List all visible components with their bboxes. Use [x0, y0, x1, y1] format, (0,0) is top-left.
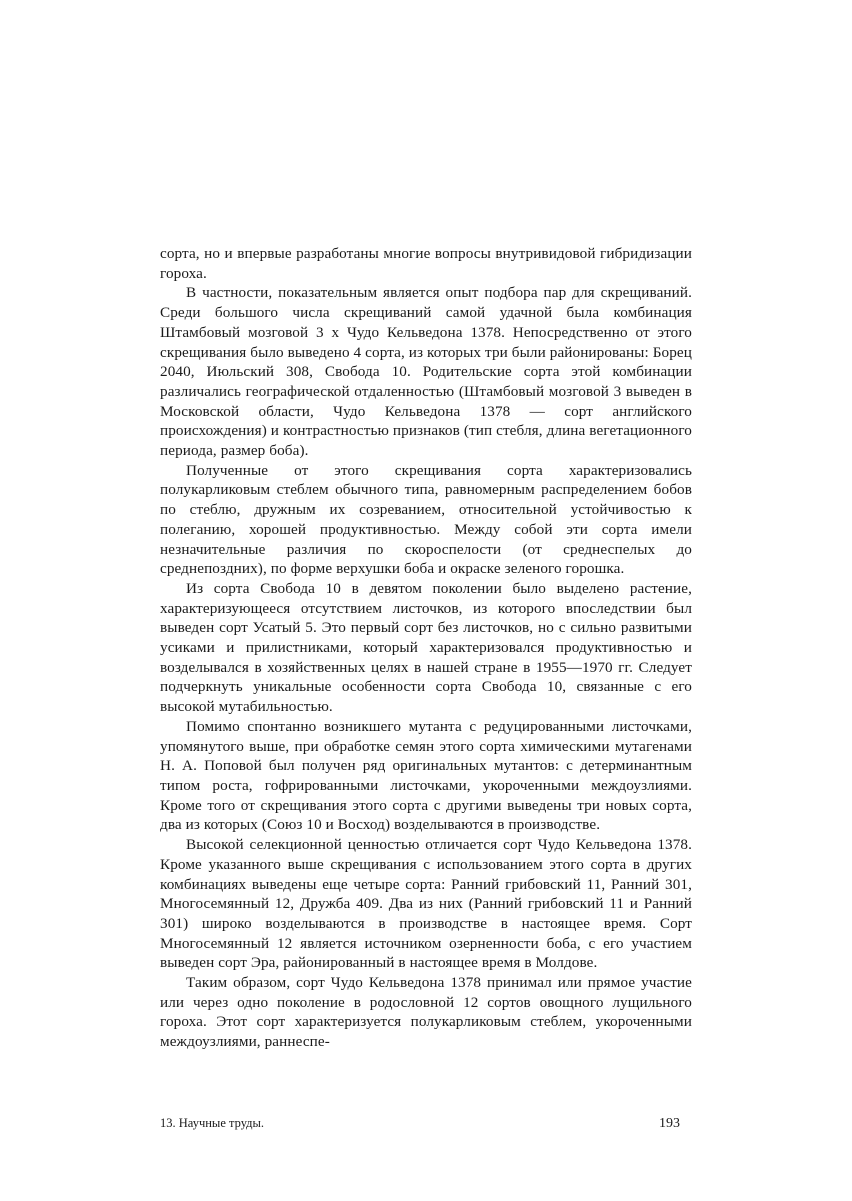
- paragraph-2: В частности, показательным является опыт подбора пар для скрещиваний. Среди большого числа скрещиваний самой удачной была комбинация Штамбовый мозговой 3 х Чудо Кельведона 1378. Непосредственно от этого скрещивания было выведено 4 сорта, из которых три были районированы: Борец 2040, Июльский 308, Свобода 10. Родительские сорта этой комбинации различались географической отдаленностью (Штамбовый мозговой 3 выведен в Московской области, Чудо Кельведона 1378 — сорт английского происхождения) и контрастностью признаков (тип стебля, длина вегетационного периода, размер боба).: [160, 284, 692, 460]
- paragraph-7: Таким образом, сорт Чудо Кельведона 1378 принимал или прямое участие или через одно поколение в родословной 12 сортов овощного лущильного гороха. Этот сорт характеризуется полукарликовым стеблем, укороченными междоузлиями, раннеспе-: [160, 974, 692, 1051]
- paragraph-4: Из сорта Свобода 10 в девятом поколении было выделено растение, характеризующееся отсутствием листочков, из которого впоследствии был выведен сорт Усатый 5. Это первый сорт без листочков, но с сильно развитыми усиками и прилистниками, который характеризовался продуктивностью и возделывался в хозяйственных целях в нашей стране в 1955—1970 гг. Следует подчеркнуть уникальные особенности сорта Свобода 10, связанные с его высокой мутабильностью.: [160, 579, 692, 716]
- paragraph-1: сорта, но и впервые разработаны многие вопросы внутривидовой гибридизации гороха.: [160, 245, 692, 282]
- paragraph-6: Высокой селекционной ценностью отличается сорт Чудо Кельведона 1378. Кроме указанного выше скрещивания с использованием этого сорта в других комбинациях выведены еще четыре сорта: Ранний грибовский 11, Ранний 301, Многосемянный 12, Дружба 409. Два из них (Ранний грибовский 11 и Ранний 301) широко возделываются в производстве в настоящее время. Сорт Многосемянный 12 является источником озерненности боба, с его участием выведен сорт Эра, районированный в настоящее время в Молдове.: [160, 836, 692, 972]
- paragraph-5: Помимо спонтанно возникшего мутанта с редуцированными листочками, упомянутого выше, при обработке семян этого сорта химическими мутагенами Н. А. Поповой был получен ряд оригинальных мутантов: с детерминантным типом роста, гофрированными листочками, укороченными междоузлиями. Кроме того от скрещивания этого сорта с другими выведены три новых сорта, два из которых (Союз 10 и Восход) возделываются в производстве.: [160, 717, 692, 834]
- paragraph-3: Полученные от этого скрещивания сорта характеризовались полукарликовым стеблем обычного типа, равномерным распределением бобов по стеблю, дружным их созреванием, относительной устойчивостью к полеганию, хорошей продуктивностью. Между собой эти сорта имели незначительные различия по скороспелости (от среднеспелых до среднепоздних), по форме верхушки боба и окраске зеленого горошка.: [160, 461, 692, 578]
- page-number: 193: [659, 1116, 680, 1131]
- signature-mark: 13. Научные труды.: [160, 1116, 265, 1130]
- body-text: [160, 244, 692, 1052]
